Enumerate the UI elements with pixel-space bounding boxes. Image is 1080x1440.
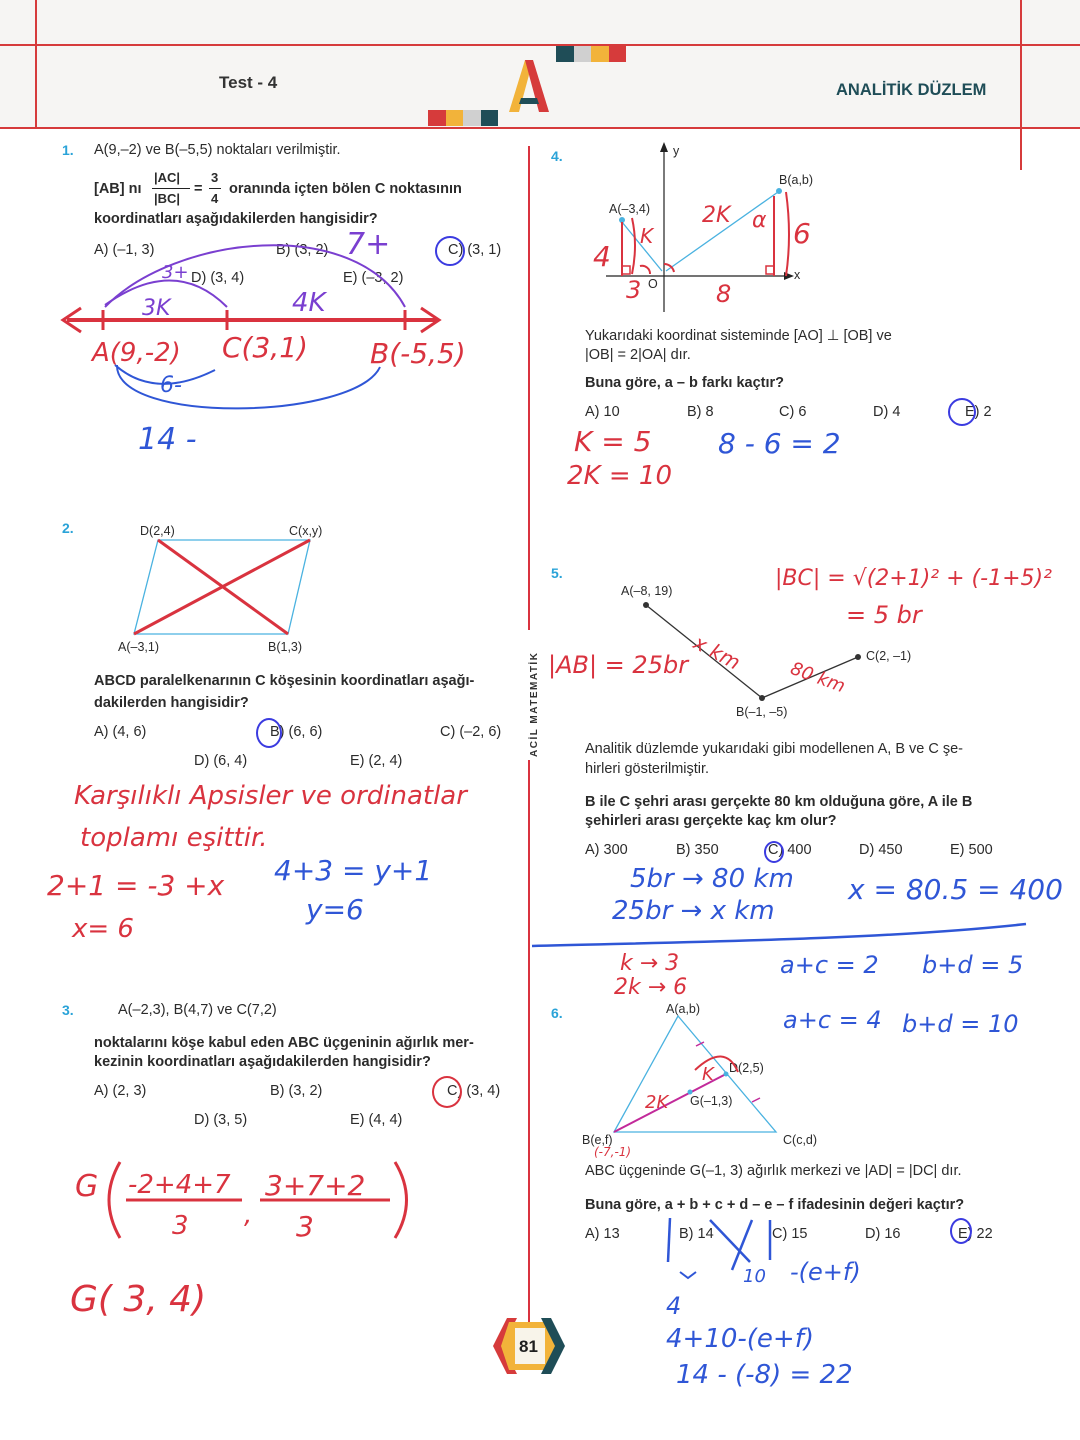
q6-hw-2k: 2K (645, 1092, 669, 1113)
q6-number: 6. (551, 1005, 563, 1021)
q6-hw-ef: -(e+f) (790, 1258, 861, 1286)
q4-label-b: B(a,b) (779, 173, 814, 187)
q3-option-c[interactable]: C) (3, 4) (447, 1083, 501, 1099)
q4-hw-four: 4 (593, 240, 611, 273)
q4-label-a: A(–3,4) (609, 202, 650, 216)
q4-number: 4. (551, 148, 563, 164)
q3-question-2: kezinin koordinatları aşağıdakilerden hangisidir? (94, 1054, 431, 1070)
q3-question: noktalarını köşe kabul eden ABC üçgeninin ağırlık mer- (94, 1035, 474, 1051)
q1-hw-3k-a: 3+ (162, 262, 189, 283)
q1-text-a: [AB] nı (94, 181, 142, 197)
q5-text-1: Analitik düzlemde yukarıdaki gibi modellenen A, B ve C şe- (585, 741, 963, 757)
q6-option-b[interactable]: B) 14 (679, 1226, 714, 1242)
color-strip-bottom (428, 110, 498, 126)
q1-hw-seven: 7+ (346, 227, 391, 262)
q1-option-b[interactable]: B) (3, 2) (276, 242, 329, 258)
header-line-left (35, 0, 37, 128)
q6-answer-circle (950, 1218, 972, 1244)
q5-hw-xkm: x km (689, 630, 745, 675)
q1-frac-bar (152, 188, 190, 189)
q2-label-a: A(–3,1) (118, 640, 159, 654)
q2-parallelogram (130, 538, 330, 638)
q4-text-1: Yukarıdaki koordinat sisteminde [AO] ⊥ [OB] ve (585, 328, 892, 344)
q5-option-e[interactable]: E) 500 (950, 842, 993, 858)
q1-option-e[interactable]: E) (–3, 2) (343, 270, 404, 286)
q1-ratio-bar (209, 188, 221, 189)
q6-label-g: G(–1,3) (690, 1094, 733, 1108)
q2-option-a[interactable]: A) (4, 6) (94, 724, 147, 740)
q2-option-e[interactable]: E) (2, 4) (350, 753, 403, 769)
q6-hw-ac: a+c = 2 (780, 951, 879, 979)
q5-hw-bc: |BC| = √(2+1)² + (-1+5)² (775, 566, 1052, 591)
q1-text-b: oranında içten bölen C noktasının (229, 181, 462, 197)
q1-frac-num: |AC| (154, 170, 181, 185)
q1-number: 1. (62, 142, 74, 158)
q2-question: ABCD paralelkenarının C köşesinin koordinatları aşağı- (94, 673, 475, 689)
q6-hw-bcoord: (-7,-1) (594, 1145, 632, 1159)
q4-label-o: O (648, 277, 658, 291)
q5-number: 5. (551, 565, 563, 581)
q1-hw-six: 6- (160, 373, 182, 398)
q1-hw-fourteen: 14 - (138, 422, 197, 457)
q1-hw-point-c: C(3,1) (222, 331, 308, 364)
q4-hw-diff: 8 - 6 = 2 (718, 427, 841, 460)
q3-option-e[interactable]: E) (4, 4) (350, 1112, 403, 1128)
q6-hw-final: 14 - (-8) = 22 (676, 1360, 853, 1390)
q3-answer-circle (432, 1076, 462, 1108)
q6-option-c[interactable]: C) 15 (772, 1226, 808, 1242)
page-number: 81 (519, 1337, 538, 1356)
q6-option-e[interactable]: E) 22 (958, 1226, 993, 1242)
test-label: Test - 4 (219, 73, 278, 92)
q6-hw-bd: b+d = 5 (922, 951, 1024, 979)
q2-number: 2. (62, 520, 74, 536)
q5-hw-ab: |AB| = 25br (548, 651, 689, 679)
q6-option-d[interactable]: D) 16 (865, 1226, 901, 1242)
q2-option-d[interactable]: D) (6, 4) (194, 753, 248, 769)
q5-option-a[interactable]: A) 300 (585, 842, 628, 858)
q6-label-c: C(c,d) (783, 1133, 818, 1147)
q5-label-a: A(–8, 19) (621, 584, 673, 598)
q4-option-e[interactable]: E) 2 (965, 404, 992, 420)
q5-option-d[interactable]: D) 450 (859, 842, 903, 858)
q4-hw-six: 6 (793, 217, 811, 250)
q2-label-b: B(1,3) (268, 640, 303, 654)
q6-hw-sum: 4+10-(e+f) (666, 1324, 815, 1354)
q6-option-a[interactable]: A) 13 (585, 1226, 620, 1242)
q3-hw-num1: -2+4+7 (128, 1170, 231, 1200)
q5-option-c[interactable]: C) 400 (768, 842, 812, 858)
q1-ratio-den: 4 (211, 191, 219, 206)
q2-hw-line1: Karşılıklı Apsisler ve ordinatlar (74, 781, 467, 811)
q1-text-c: koordinatları aşağıdakilerden hangisidir? (94, 211, 378, 227)
q4-hw-three: 3 (626, 276, 642, 304)
q2-hw-eq2: x= 6 (72, 914, 134, 944)
q6-hw-k6: 2k → 6 (614, 975, 688, 1000)
q5-divider-stroke (530, 920, 1030, 950)
q4-option-d[interactable]: D) 4 (873, 404, 901, 420)
q5-hw-r1: 5br → 80 km (630, 864, 794, 894)
q6-hw-k3: k → 3 (620, 951, 680, 976)
q5-hw-bc2: = 5 br (846, 601, 922, 629)
q4-hw-k: K (640, 224, 654, 248)
q5-answer-circle (764, 841, 784, 863)
q1-hw-4k: 4K (292, 288, 326, 318)
q5-option-b[interactable]: B) 350 (676, 842, 719, 858)
q4-option-a[interactable]: A) 10 (585, 404, 620, 420)
q2-hw-eq3: 4+3 = y+1 (274, 854, 433, 887)
q4-hw-alpha: α (752, 208, 767, 233)
header-line-bottom (0, 127, 1080, 129)
section-title: ANALİTİK DÜZLEM (836, 81, 987, 99)
q5-question-2: şehirleri arası gerçekte kaç km olur? (585, 813, 837, 829)
q2-answer-circle (256, 718, 282, 748)
q3-hw-num2: 3+7+2 (265, 1169, 366, 1202)
q4-hw-k5: K = 5 (574, 425, 652, 458)
q1-ratio-num: 3 (211, 170, 219, 185)
q3-hw-comma: , (244, 1200, 253, 1230)
q5-label-b: B(–1, –5) (736, 705, 788, 719)
q4-text-2: |OB| = 2|OA| dır. (585, 347, 691, 363)
q2-hw-eq1: 2+1 = -3 +x (47, 869, 225, 902)
header-line-right (1020, 0, 1022, 170)
q2-label-c: C(x,y) (289, 524, 323, 538)
q6-text: ABC üçgeninde G(–1, 3) ağırlık merkezi ve |AD| = |DC| dır. (585, 1163, 962, 1179)
q2-question-2: dakilerden hangisidir? (94, 695, 249, 711)
q4-label-y: y (673, 144, 680, 158)
q1-frac-den: |BC| (154, 191, 181, 206)
color-strip-top (556, 46, 626, 62)
q5-text-2: hirleri gösterilmiştir. (585, 761, 710, 777)
q3-hw-den2: 3 (296, 1210, 314, 1243)
q4-option-c[interactable]: C) 6 (779, 404, 807, 420)
q4-hw-2k: 2K (702, 203, 731, 228)
q1-eq: = (194, 181, 203, 197)
q6-label-a: A(a,b) (666, 1002, 701, 1016)
q5-hw-x: x = 80.5 = 400 (848, 873, 1063, 906)
q6-hw-bd2: b+d = 10 (902, 1010, 1019, 1038)
q2-option-b[interactable]: B) (6, 6) (270, 724, 323, 740)
q5-label-c: C(2, –1) (866, 649, 912, 663)
q2-option-c[interactable]: C) (–2, 6) (440, 724, 502, 740)
q3-number: 3. (62, 1002, 74, 1018)
q1-option-c[interactable]: C) (3, 1) (448, 242, 502, 258)
q5-hw-r2: 25br → x km (612, 896, 775, 926)
q3-hw-g: G (75, 1169, 99, 1204)
q5-hw-80km: 80 km (787, 658, 848, 698)
q1-option-a[interactable]: A) (–1, 3) (94, 242, 155, 258)
q2-hw-line2: toplamı eşittir. (80, 823, 268, 853)
q3-stem: A(–2,3), B(4,7) ve C(7,2) (118, 1002, 277, 1018)
q3-option-d[interactable]: D) (3, 5) (194, 1112, 248, 1128)
q3-hw-den1: 3 (172, 1211, 189, 1241)
side-brand-text: ACİL MATEMATİK (529, 651, 540, 757)
q6-hw-ten: 10 (743, 1266, 766, 1287)
q6-label-b: B(e,f) (582, 1133, 613, 1147)
brand-logo (505, 58, 551, 114)
q4-answer-circle (948, 398, 976, 426)
q1-hw-point-b: B(-5,5) (370, 337, 466, 370)
q2-hw-eq4: y=6 (306, 893, 364, 926)
q6-label-d: D(2,5) (729, 1061, 764, 1075)
q1-hw-point-a: A(9,-2) (92, 338, 181, 368)
q6-hw-k: K (702, 1064, 714, 1085)
q4-label-x: x (794, 268, 801, 282)
q6-hw-ac2: a+c = 4 (783, 1006, 882, 1034)
q4-hw-eight: 8 (716, 280, 732, 308)
q1-option-d[interactable]: D) (3, 4) (191, 270, 245, 286)
q6-hw-four: 4 (666, 1292, 682, 1320)
header-line-top (0, 44, 1080, 46)
q1-stem: A(9,–2) ve B(–5,5) noktaları verilmiştir. (94, 142, 341, 158)
q2-label-d: D(2,4) (140, 524, 175, 538)
q5-question: B ile C şehri arası gerçekte 80 km olduğuna göre, A ile B (585, 794, 973, 810)
q4-question: Buna göre, a – b farkı kaçtır? (585, 375, 785, 391)
q3-option-b[interactable]: B) (3, 2) (270, 1083, 323, 1099)
q3-hw-result: G( 3, 4) (70, 1279, 207, 1320)
q4-option-b[interactable]: B) 8 (687, 404, 714, 420)
q3-option-a[interactable]: A) (2, 3) (94, 1083, 147, 1099)
q6-question: Buna göre, a + b + c + d – e – f ifadesinin değeri kaçtır? (585, 1197, 965, 1213)
q4-hw-k10: 2K = 10 (567, 461, 672, 491)
q1-hw-3k: 3K (142, 296, 171, 321)
